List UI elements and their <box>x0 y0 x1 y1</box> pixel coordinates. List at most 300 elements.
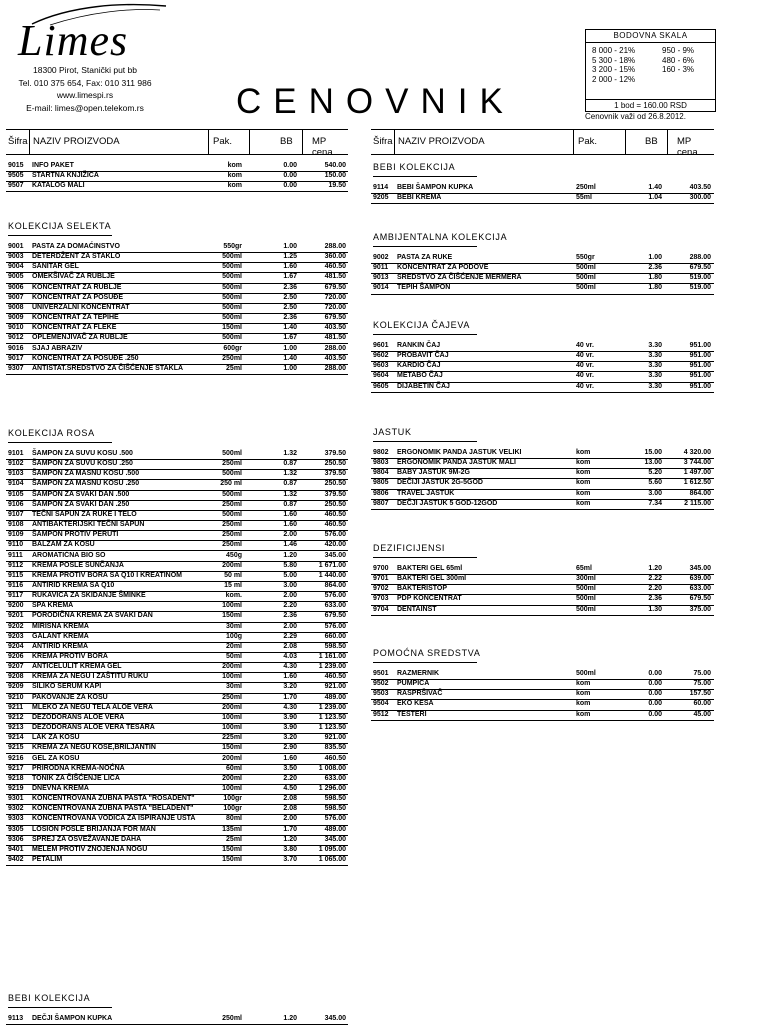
product-points: 1.40 <box>283 354 297 362</box>
product-code: 9009 <box>8 314 24 322</box>
product-name: INFO PAKET <box>32 162 74 169</box>
product-package: 250 ml <box>220 480 242 488</box>
product-code: 9203 <box>8 632 24 640</box>
product-points: 0.87 <box>283 460 297 468</box>
product-code: 9701 <box>373 575 389 583</box>
product-price: 489.00 <box>324 825 346 833</box>
product-price: 345.00 <box>324 1015 346 1022</box>
product-points: 3.30 <box>648 362 662 370</box>
product-points: 3.90 <box>283 724 297 732</box>
product-code: 9102 <box>8 460 24 468</box>
product-name: KONCENTROVANA VODICA ZA ISPIRANJE USTA <box>32 815 196 823</box>
product-name: LOSION POSLE BRIJANJA FOR MAN <box>32 825 156 833</box>
product-name: SJAJ ABRAZIV <box>32 344 83 352</box>
product-name: DEČJI JASTUK 5 GOD-12GOD <box>397 499 498 507</box>
product-code: 9001 <box>8 243 24 250</box>
product-code: 9204 <box>8 642 24 650</box>
product-points: 1.04 <box>648 194 662 202</box>
product-points: 1.32 <box>283 470 297 478</box>
product-name: BAKTERISTOP <box>397 585 448 593</box>
product-package: 500ml <box>222 273 242 281</box>
product-code: 9505 <box>8 172 24 180</box>
product-package: 500ml <box>222 263 242 271</box>
product-package: 500ml <box>222 253 242 261</box>
product-name: TESTERI <box>397 710 427 718</box>
product-package: 500ml <box>222 450 242 457</box>
product-package: 100gr <box>223 795 242 803</box>
product-package: 500ml <box>222 283 242 291</box>
product-code: 9803 <box>373 459 389 467</box>
product-package: kom <box>576 479 591 487</box>
product-code: 9305 <box>8 825 24 833</box>
product-code: 9107 <box>8 510 24 518</box>
product-package: 40 vr. <box>576 382 594 390</box>
product-price: 951.00 <box>689 382 711 390</box>
product-package: 55ml <box>576 194 592 202</box>
product-row[interactable] <box>371 710 714 721</box>
product-price: 460.50 <box>324 521 346 529</box>
product-name: ŠAMPON ZA SUVU KOSU .500 <box>32 450 133 457</box>
product-package: 500ml <box>222 510 242 518</box>
product-points: 1.00 <box>283 344 297 352</box>
product-name: DETERDŽENT ZA STAKLO <box>32 253 121 261</box>
product-package: 40 vr. <box>576 362 594 370</box>
section-underline <box>373 662 477 663</box>
product-points: 2.50 <box>283 303 297 311</box>
product-points: 3.30 <box>648 342 662 349</box>
product-points: 2.36 <box>283 314 297 322</box>
product-points: 3.80 <box>283 845 297 853</box>
product-name: TEČNI SAPUN ZA RUKE I TELO <box>32 510 137 518</box>
product-code: 9111 <box>8 551 23 559</box>
product-name: BEBI KREMA <box>397 194 442 202</box>
product-price: 576.00 <box>324 815 346 823</box>
product-code: 9501 <box>373 670 389 677</box>
product-points: 1.60 <box>283 673 297 681</box>
product-points: 5.20 <box>648 469 662 477</box>
product-points: 0.87 <box>283 500 297 508</box>
product-price: 300.00 <box>689 194 711 202</box>
product-name: KARDIO ČAJ <box>397 362 441 370</box>
product-points: 4.03 <box>283 653 297 660</box>
product-name: EKO KESA <box>397 700 434 708</box>
product-package: 500ml <box>576 284 596 292</box>
product-price: 288.00 <box>324 344 346 352</box>
product-price: 921.00 <box>324 683 346 691</box>
product-code: 9010 <box>8 324 24 332</box>
product-points: 1.20 <box>283 835 297 843</box>
product-points: 5.80 <box>283 561 297 569</box>
product-price: 1 095.00 <box>318 845 346 853</box>
product-name: GEL ZA KOSU <box>32 754 80 762</box>
product-code: 9209 <box>8 683 24 691</box>
product-price: 951.00 <box>689 372 711 380</box>
product-price: 1 239.00 <box>318 663 346 671</box>
product-price: 345.00 <box>689 565 711 572</box>
product-points: 0.00 <box>648 690 662 698</box>
product-code: 9307 <box>8 364 24 372</box>
product-package: 550gr <box>576 254 595 261</box>
product-name: SANITAR GEL <box>32 263 79 271</box>
header-naziv: NAZIV PROIZVODA <box>398 136 485 147</box>
product-code: 9512 <box>373 710 389 718</box>
product-points: 3.00 <box>283 581 297 589</box>
product-name: TONIK ZA ČIŠĆENJE LICA <box>32 774 120 782</box>
product-price: 460.50 <box>324 510 346 518</box>
product-name: SPA KREMA <box>32 602 74 610</box>
product-package: 40 vr. <box>576 372 594 380</box>
scale-item: 8 000 - 21% <box>592 46 636 55</box>
product-name: SILIKO SERUM KAPI <box>32 683 102 691</box>
product-name: TRAVEL JASTUK <box>397 489 455 497</box>
product-package: kom. <box>225 592 242 600</box>
product-row[interactable] <box>371 499 714 510</box>
product-name: OMEKŠIVAČ ZA RUBLJE <box>32 273 115 281</box>
product-code: 9002 <box>373 254 389 261</box>
product-price: 720.00 <box>324 293 346 301</box>
header-mp: MP cena <box>312 136 333 158</box>
product-points: 7.34 <box>648 499 662 507</box>
product-name: PDP KONCENTRAT <box>397 595 462 603</box>
product-points: 1.20 <box>283 1015 297 1022</box>
product-points: 2.20 <box>648 585 662 593</box>
product-code: 9007 <box>8 293 24 301</box>
product-price: 720.00 <box>324 303 346 311</box>
product-price: 1 008.00 <box>318 764 346 772</box>
product-price: 403.50 <box>689 184 711 191</box>
scale-item: 160 - 3% <box>662 65 695 74</box>
product-name: ERGONOMIK PANDA JASTUK VELIKI <box>397 449 522 456</box>
product-points: 3.70 <box>283 856 297 863</box>
product-price: 481.50 <box>324 334 346 342</box>
product-points: 1.60 <box>283 521 297 529</box>
product-row[interactable] <box>371 605 714 616</box>
product-price: 576.00 <box>324 622 346 630</box>
product-price: 598.50 <box>324 795 346 803</box>
product-name: KONCENTRAT ZA POSUĐE <box>32 293 123 301</box>
section-underline <box>373 441 477 442</box>
product-points: 3.50 <box>283 764 297 772</box>
product-code: 9105 <box>8 490 24 498</box>
product-code: 9605 <box>373 382 389 390</box>
product-points: 1.67 <box>283 273 297 281</box>
scale-item: 2 000 - 12% <box>592 74 636 84</box>
product-price: 250.50 <box>324 500 346 508</box>
product-points: 4.50 <box>283 784 297 792</box>
product-row[interactable] <box>6 364 348 375</box>
product-package: 60ml <box>226 764 242 772</box>
product-price: 157.50 <box>689 690 711 698</box>
product-code: 9702 <box>373 585 389 593</box>
product-name: KATALOG MALI <box>32 182 85 190</box>
product-package: 500ml <box>222 470 242 478</box>
product-price: 576.00 <box>324 531 346 539</box>
product-points: 1.30 <box>648 605 662 613</box>
product-price: 1 161.00 <box>318 653 346 660</box>
header-mp: MP cena <box>677 136 698 158</box>
product-code: 9013 <box>373 274 389 282</box>
product-package: 150ml <box>222 845 242 853</box>
product-name: KREMA ZA NEGU KOSE,BRILJANTIN <box>32 744 156 752</box>
product-code: 9604 <box>373 372 389 380</box>
product-row[interactable] <box>6 1014 348 1025</box>
product-points: 1.80 <box>648 274 662 282</box>
product-package: kom <box>576 459 591 467</box>
product-code: 9017 <box>8 354 24 362</box>
product-package: 100ml <box>222 713 242 721</box>
product-name: ŠAMPON ZA MASNU KOSU .500 <box>32 470 140 478</box>
product-package: 500ml <box>576 264 596 272</box>
product-package: 200ml <box>222 663 242 671</box>
product-package: kom <box>576 710 591 718</box>
product-points: 0.00 <box>283 162 297 169</box>
header-bb: BB <box>280 136 293 147</box>
product-price: 864.00 <box>689 489 711 497</box>
product-price: 576.00 <box>324 592 346 600</box>
product-name: DEZODORANS ALOE VERA TESARA <box>32 724 155 732</box>
product-package: 40 vr. <box>576 342 594 349</box>
product-code: 9212 <box>8 713 24 721</box>
header-sifra: Šifra <box>373 136 393 147</box>
product-code: 9401 <box>8 845 24 853</box>
product-package: 50ml <box>226 653 242 660</box>
product-price: 345.00 <box>324 835 346 843</box>
product-package: 250ml <box>576 184 596 191</box>
product-package: kom <box>576 690 591 698</box>
product-price: 360.00 <box>324 253 346 261</box>
scale-item: 3 200 - 15% <box>592 65 636 74</box>
product-points: 0.00 <box>283 172 297 180</box>
product-price: 420.00 <box>324 541 346 549</box>
product-price: 951.00 <box>689 342 711 349</box>
product-row[interactable] <box>371 382 714 393</box>
product-name: PORODIČNA KREMA ZA SVAKI DAN <box>32 612 153 620</box>
product-price: 633.00 <box>689 585 711 593</box>
points-scale-left <box>592 46 662 84</box>
product-points: 1.40 <box>648 184 662 191</box>
product-points: 2.00 <box>283 815 297 823</box>
product-package: 30ml <box>226 683 242 691</box>
section-title-text: DEZIFICIJENSI <box>373 543 446 553</box>
product-price: 250.50 <box>324 460 346 468</box>
product-price: 921.00 <box>324 734 346 742</box>
product-code: 9206 <box>8 653 24 660</box>
product-name: KONCENTRAT ZA FLEKE <box>32 324 117 332</box>
section-underline <box>373 557 477 558</box>
product-name: DENTAINST <box>397 605 437 613</box>
product-package: 250ml <box>222 693 242 701</box>
product-points: 3.90 <box>283 713 297 721</box>
product-name: PETALIM <box>32 856 63 863</box>
product-points: 3.30 <box>648 382 662 390</box>
product-package: 500ml <box>576 605 596 613</box>
product-package: kom <box>576 489 591 497</box>
product-name: KONCENTRAT ZA TEPIHE <box>32 314 119 322</box>
product-price: 288.00 <box>689 254 711 261</box>
product-price: 460.50 <box>324 673 346 681</box>
section-underline <box>8 442 112 443</box>
product-package: 250ml <box>222 354 242 362</box>
product-code: 9006 <box>8 283 24 291</box>
product-row[interactable] <box>371 193 714 204</box>
product-package: 300ml <box>576 575 596 583</box>
product-package: 250ml <box>222 1015 242 1022</box>
product-code: 9115 <box>8 571 24 579</box>
product-points: 3.00 <box>648 489 662 497</box>
product-package: 150ml <box>222 856 242 863</box>
email-link[interactable]: E-mail: limes@open.telekom.rs <box>26 102 144 113</box>
product-price: 1 497.00 <box>683 469 711 477</box>
product-points: 2.29 <box>283 632 297 640</box>
product-price: 1 440.00 <box>318 571 346 579</box>
product-code: 9217 <box>8 764 24 772</box>
product-price: 1 239.00 <box>318 703 346 711</box>
product-name: BEBI ŠAMPON KUPKA <box>397 184 474 191</box>
product-package: kom <box>576 469 591 477</box>
product-price: 1 123.50 <box>318 724 346 732</box>
company-logo: Limes <box>18 16 129 65</box>
product-code: 9200 <box>8 602 24 610</box>
product-points: 1.46 <box>283 541 297 549</box>
product-code: 9807 <box>373 499 389 507</box>
product-package: kom <box>227 172 242 180</box>
product-price: 375.00 <box>689 605 711 613</box>
section-title <box>373 543 445 553</box>
product-package: 500ml <box>576 670 596 677</box>
product-code: 9602 <box>373 352 389 360</box>
product-code: 9205 <box>373 194 389 202</box>
product-name: ŠAMPON PROTIV PERUTI <box>32 531 119 539</box>
product-package: 25ml <box>226 835 242 843</box>
product-code: 9101 <box>8 450 24 457</box>
product-price: 633.00 <box>324 602 346 610</box>
product-price: 1 296.00 <box>318 784 346 792</box>
product-points: 1.32 <box>283 450 297 457</box>
product-name: RUKAVICA ZA SKIDANJE ŠMINKE <box>32 592 146 600</box>
product-package: kom <box>227 182 242 190</box>
product-points: 4.30 <box>283 663 297 671</box>
points-value: 1 bod = 160.00 RSD <box>586 99 715 111</box>
product-price: 835.50 <box>324 744 346 752</box>
product-code: 9302 <box>8 805 24 813</box>
website-link[interactable]: www.limespi.rs <box>56 90 114 100</box>
product-package: 200ml <box>222 754 242 762</box>
product-name: DEČIJI JASTUK 2G-5GOD <box>397 479 483 487</box>
product-price: 951.00 <box>689 352 711 360</box>
product-price: 951.00 <box>689 362 711 370</box>
section-title-text: KOLEKCIJA ČAJEVA <box>373 320 471 330</box>
product-points: 1.32 <box>283 490 297 498</box>
product-code: 9216 <box>8 754 24 762</box>
product-name: MLEKO ZA NEGU TELA ALOE VERA <box>32 703 153 711</box>
product-code: 9014 <box>373 284 389 292</box>
product-price: 60.00 <box>693 700 711 708</box>
product-name: STARTNA KNJIŽICA <box>32 172 99 180</box>
product-name: DIJABETIN ČAJ <box>397 382 450 390</box>
header-naziv: NAZIV PROIZVODA <box>33 136 120 147</box>
product-code: 9211 <box>8 703 24 711</box>
product-points: 2.08 <box>283 642 297 650</box>
product-price: 864.00 <box>324 581 346 589</box>
address: 18300 Pirot, Stanički put bb <box>33 65 137 75</box>
product-package: 25ml <box>226 364 242 372</box>
product-package: 225ml <box>222 734 242 742</box>
product-price: 403.50 <box>324 324 346 332</box>
product-points: 1.25 <box>283 253 297 261</box>
product-price: 679.50 <box>689 264 711 272</box>
product-price: 19.50 <box>328 182 346 190</box>
product-name: METABO ČAJ <box>397 372 443 380</box>
validity-note: Cenovnik važi od 26.8.2012. <box>585 112 686 121</box>
product-price: 489.00 <box>324 693 346 701</box>
product-points: 2.00 <box>283 592 297 600</box>
header-sifra: Šifra <box>8 136 28 147</box>
product-name: PASTA ZA DOMAĆINSTVO <box>32 243 120 250</box>
product-code: 9003 <box>8 253 24 261</box>
product-package: 500ml <box>576 585 596 593</box>
product-package: 200ml <box>222 703 242 711</box>
section-title <box>8 993 90 1003</box>
product-row[interactable] <box>6 181 348 192</box>
product-points: 1.20 <box>283 551 297 559</box>
section-underline <box>373 176 477 177</box>
product-name: BABY JASTUK 9M-2G <box>397 469 470 477</box>
section-title <box>373 427 412 437</box>
section-underline <box>373 246 477 247</box>
product-code: 9215 <box>8 744 24 752</box>
product-price: 288.00 <box>324 364 346 372</box>
product-package: 500ml <box>222 303 242 311</box>
section-underline <box>373 334 477 335</box>
left-table-header <box>6 129 348 158</box>
header-pak: Pak. <box>578 136 598 147</box>
section-title <box>373 232 507 242</box>
product-name: SPREJ ZA OSVEŽAVANJE DAHA <box>32 835 142 843</box>
product-code: 9502 <box>373 680 389 688</box>
product-package: 100ml <box>222 784 242 792</box>
product-package: 100gr <box>223 805 242 813</box>
product-package: 500ml <box>222 314 242 322</box>
product-package: 500ml <box>576 595 596 603</box>
product-price: 2 115.00 <box>684 499 711 507</box>
product-code: 9601 <box>373 342 389 349</box>
product-code: 9004 <box>8 263 24 271</box>
product-points: 0.87 <box>283 480 297 488</box>
company-contact <box>10 64 160 114</box>
product-points: 2.08 <box>283 805 297 813</box>
section-title-text: AMBIJENTALNA KOLEKCIJA <box>373 232 508 242</box>
product-code: 9113 <box>8 1015 24 1022</box>
product-points: 1.00 <box>283 364 297 372</box>
product-name: RANKIN ČAJ <box>397 342 441 349</box>
product-points: 1.60 <box>283 754 297 762</box>
product-name: MIRISNA KREMA <box>32 622 89 630</box>
product-price: 379.50 <box>324 490 346 498</box>
section-title-text: POMOĆNA SREDSTVA <box>373 648 481 658</box>
product-code: 9219 <box>8 784 24 792</box>
product-code: 9503 <box>373 690 389 698</box>
product-row[interactable] <box>371 283 714 294</box>
product-row[interactable] <box>6 855 348 866</box>
points-scale-right <box>662 46 694 84</box>
product-package: 250ml <box>222 541 242 549</box>
product-code: 9214 <box>8 734 24 742</box>
section-title-text: BEBI KOLEKCIJA <box>373 162 456 172</box>
product-points: 4.30 <box>283 703 297 711</box>
product-code: 9213 <box>8 724 24 732</box>
product-code: 9507 <box>8 182 24 190</box>
product-code: 9117 <box>8 592 24 600</box>
